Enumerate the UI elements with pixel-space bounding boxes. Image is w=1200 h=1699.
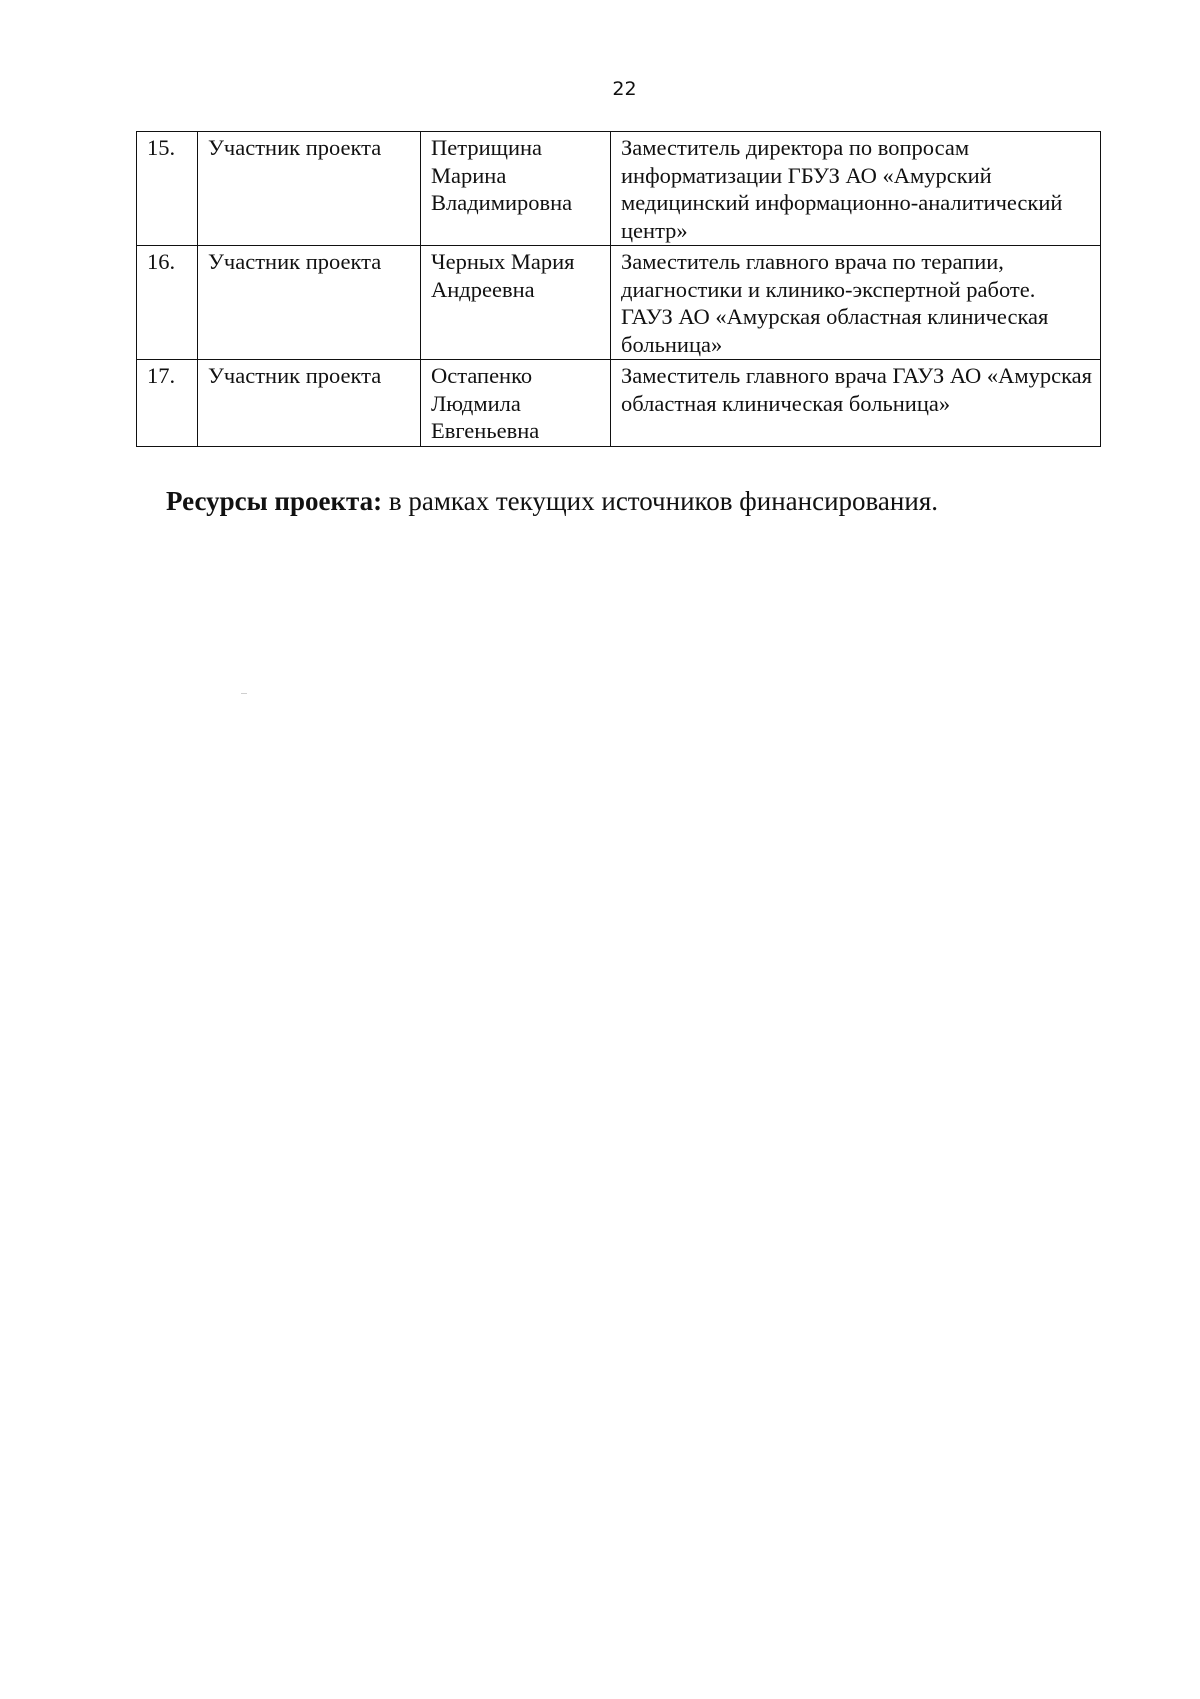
scan-speck [241,693,247,694]
position-cell: Заместитель главного врача ГАУЗ АО «Амурская областная клиническая больница» [611,360,1101,447]
role-cell: Участник проекта [198,132,421,246]
participants-table [136,131,1101,447]
position-cell: Заместитель главного врача по терапии, диагностики и клинико-экспертной работе. ГАУЗ АО «Амурская областная клиническая больница» [611,246,1101,360]
name-cell: Петрищина Марина Владимировна [421,132,611,246]
position-cell: Заместитель директора по вопросам информатизации ГБУЗ АО «Амурский медицинский информационно-аналитический центр» [611,132,1101,246]
page-number: 22 [612,78,637,100]
name-cell: Черных Мария Андреевна [421,246,611,360]
row-number-cell: 17. [137,360,198,447]
resources-text: в рамках текущих источников финансирования. [382,486,938,516]
row-number-cell: 15. [137,132,198,246]
resources-label: Ресурсы проекта: [166,486,383,516]
resources-paragraph [166,485,1126,517]
table-row [137,246,1101,360]
role-cell: Участник проекта [198,246,421,360]
table-row [137,360,1101,447]
row-number-cell: 16. [137,246,198,360]
table-row [137,132,1101,246]
name-cell: Остапенко Людмила Евгеньевна [421,360,611,447]
role-cell: Участник проекта [198,360,421,447]
